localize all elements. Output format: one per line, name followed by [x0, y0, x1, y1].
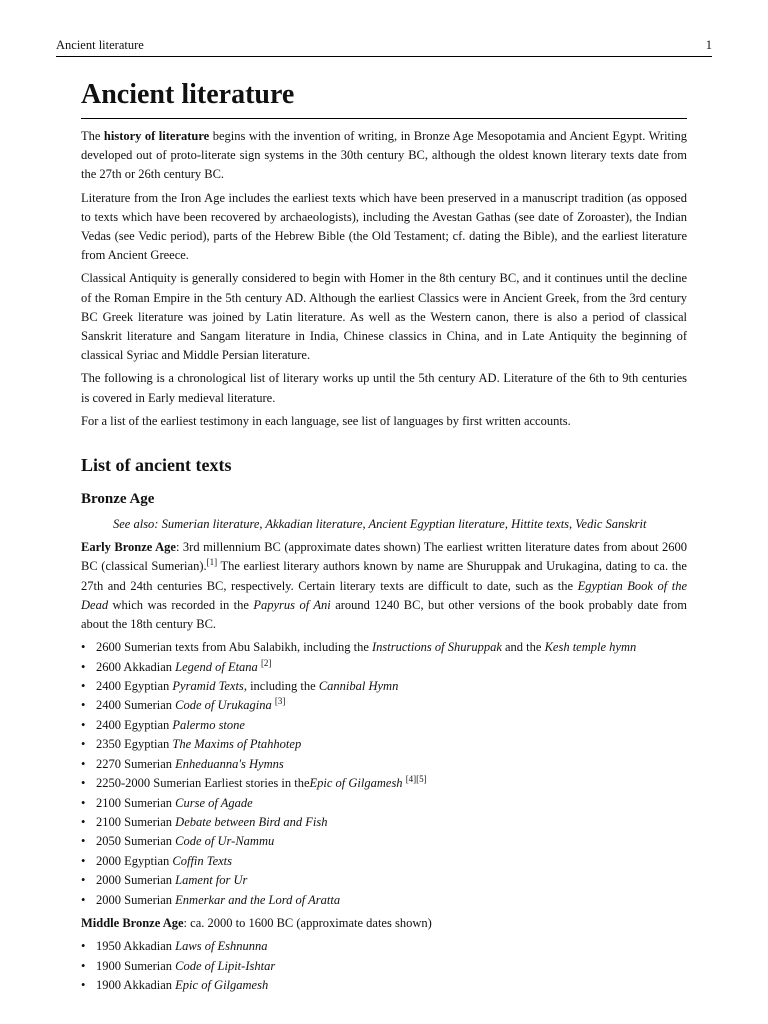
- running-header: [56, 38, 712, 57]
- book-of-dead-title: Egyptian Book of the Dead: [81, 578, 687, 612]
- item-text: 1900 Akkadian: [96, 977, 176, 992]
- work-title: Laws of Eshnunna: [175, 939, 268, 954]
- see-also-note: See also: Sumerian literature, Akkadian literature, Ancient Egyptian literature, Hittite texts, Vedic Sanskrit: [113, 517, 647, 532]
- early-text-1: : 3rd millennium BC (approximate dates shown) The earliest written literature dates from about 2600 BC (classical Sumerian).: [81, 540, 688, 574]
- running-header-title: Ancient literature: [56, 38, 144, 52]
- item-text: 2000 Egyptian: [96, 853, 173, 868]
- middle-bronze-age-label: Middle Bronze Age: [81, 915, 184, 930]
- page-title: Ancient literature: [81, 78, 687, 119]
- work-title: Epic of Gilgamesh: [309, 776, 403, 791]
- reference-1: [1]: [206, 557, 218, 568]
- bullet-icon: •: [81, 834, 86, 849]
- list-item: [81, 677, 687, 696]
- bullet-icon: •: [81, 977, 86, 992]
- list-item: [81, 976, 687, 995]
- bullet-icon: •: [81, 717, 86, 732]
- item-text: 2400 Egyptian: [96, 717, 173, 732]
- list-item: [81, 638, 687, 657]
- item-connector: , including the: [243, 679, 319, 694]
- item-text: 2400 Egyptian: [96, 679, 173, 694]
- bullet-icon: •: [81, 873, 86, 888]
- intro-section: [81, 127, 687, 431]
- bullet-icon: •: [81, 795, 86, 810]
- reference-marker: [4][5]: [405, 774, 427, 785]
- item-text: 2050 Sumerian: [96, 834, 176, 849]
- list-item: [81, 871, 687, 890]
- bullet-icon: •: [81, 892, 86, 907]
- work-title: Enheduanna's Hymns: [175, 756, 284, 771]
- list-item: [81, 658, 687, 677]
- list-item: [81, 794, 687, 813]
- work-title: The Maxims of Ptahhotep: [172, 737, 302, 752]
- list-item: [81, 937, 687, 956]
- item-connector: and the: [501, 640, 545, 655]
- item-text: 2400 Sumerian: [96, 698, 176, 713]
- bullet-icon: •: [81, 737, 86, 752]
- item-text: 2600 Akkadian: [96, 659, 176, 674]
- list-item: [81, 735, 687, 754]
- work-title: Palermo stone: [172, 717, 245, 732]
- work-title-secondary: Kesh temple hymn: [544, 640, 637, 655]
- list-item: [81, 852, 687, 871]
- list-item: [81, 957, 687, 976]
- bullet-icon: •: [81, 659, 86, 674]
- item-text: 2000 Sumerian: [96, 892, 176, 907]
- bullet-icon: •: [81, 776, 86, 791]
- work-title-secondary: Cannibal Hymn: [318, 679, 399, 694]
- work-title: Code of Ur-Nammu: [175, 834, 275, 849]
- bullet-icon: •: [81, 679, 86, 694]
- early-text-3: which was recorded in the: [108, 597, 254, 612]
- item-text: 2100 Sumerian: [96, 795, 176, 810]
- reference-marker: [3]: [274, 696, 286, 707]
- list-item: [81, 696, 687, 715]
- work-title: Pyramid Texts: [172, 679, 244, 694]
- reference-marker: [2]: [260, 657, 272, 668]
- intro-paragraph-5: For a list of the earliest testimony in each language, see list of languages by first written accounts.: [81, 413, 571, 428]
- item-text: 2600 Sumerian texts from Abu Salabikh, including the: [96, 640, 373, 655]
- work-title: Legend of Etana: [175, 659, 258, 674]
- papyrus-of-ani-title: Papyrus of Ani: [253, 597, 331, 612]
- list-item: [81, 813, 687, 832]
- work-title: Lament for Ur: [175, 873, 248, 888]
- bullet-icon: •: [81, 756, 86, 771]
- work-title: Instructions of Shuruppak: [372, 640, 502, 655]
- bullet-icon: •: [81, 853, 86, 868]
- article-body: [81, 78, 687, 995]
- list-item: [81, 891, 687, 910]
- middle-bronze-age-list: [81, 937, 687, 995]
- list-item: [81, 774, 687, 793]
- work-title: Curse of Agade: [175, 795, 253, 810]
- list-item: [81, 716, 687, 735]
- work-title: Debate between Bird and Fish: [175, 814, 328, 829]
- item-text: 1900 Sumerian: [96, 958, 176, 973]
- bullet-icon: •: [81, 958, 86, 973]
- item-text: 1950 Akkadian: [96, 939, 176, 954]
- early-text-2: The earliest literary authors known by name are Shuruppak and Urukagina, dating to ca. the 27th and 24th centuries BC, respectively. Certain literary texts are difficult to date, such as the: [81, 559, 687, 593]
- intro-paragraph-1: [81, 127, 687, 185]
- intro-p1-rest: begins with the invention of writing, in Bronze Age Mesopotamia and Ancient Egypt. Writing developed out of proto-literate sign systems in the 30th century BC, although the oldest known literary texts date from the 27th or 26th century BC.: [81, 129, 687, 182]
- intro-paragraph-2: Literature from the Iron Age includes the earliest texts which have been preserved in a manuscript tradition (as opposed to texts which have been recovered by archaeologists), including the Avestan Gathas (see date of Zoroaster), the Indian Vedas (see Vedic period), parts of the Hebrew Bible (the Old Testament; cf. dating the Bible), and the earliest literature from Ancient Greece.: [81, 190, 687, 263]
- item-text: 2250-2000 Sumerian Earliest stories in the: [96, 776, 310, 791]
- item-text: 2350 Egyptian: [96, 737, 173, 752]
- list-item: [81, 755, 687, 774]
- subsection-heading-bronze-age: Bronze Age: [81, 491, 155, 508]
- work-title: Code of Lipit-Ishtar: [175, 958, 276, 973]
- work-title: Code of Urukagina: [175, 698, 272, 713]
- early-bronze-age-list: [81, 638, 687, 910]
- item-text: 2000 Sumerian: [96, 873, 176, 888]
- work-title: Enmerkar and the Lord of Aratta: [175, 892, 341, 907]
- intro-paragraph-4: The following is a chronological list of literary works up until the 5th century AD. Literature of the 6th to 9th centuries is covered in Early medieval literature.: [81, 371, 687, 405]
- early-text-4: around 1240 BC, but other versions of the book probably date from about the 18th century BC.: [81, 597, 687, 632]
- early-bronze-age-label: Early Bronze Age: [81, 540, 176, 555]
- bullet-icon: •: [81, 698, 86, 713]
- work-title: Coffin Texts: [172, 853, 233, 868]
- history-of-literature-term: history of literature: [103, 129, 210, 143]
- middle-bronze-age-text: : ca. 2000 to 1600 BC (approximate dates shown): [183, 915, 432, 930]
- bullet-icon: •: [81, 939, 86, 954]
- intro-p1-prefix: The: [81, 129, 104, 143]
- middle-bronze-age-paragraph: [81, 914, 687, 933]
- list-item: [81, 832, 687, 851]
- work-title: Epic of Gilgamesh: [175, 977, 269, 992]
- bullet-icon: •: [81, 814, 86, 829]
- section-heading-list: List of ancient texts: [81, 455, 232, 476]
- page-number: 1: [705, 38, 712, 52]
- item-text: 2270 Sumerian: [96, 756, 176, 771]
- early-bronze-age-paragraph: [81, 538, 687, 634]
- intro-paragraph-3: Classical Antiquity is generally considered to begin with Homer in the 8th century BC, and it continues until the decline of the Roman Empire in the 5th century AD. Although the earliest Classics were in Ancient Greek, from the 3rd century BC Greek literature was joined by Latin literature. As well as the Western canon, there is also a period of classical Sanskrit literature and Sangam literature in India, Chinese classics in China, and in Late Antiquity the beginning of classical Syriac and Middle Persian literature.: [81, 271, 687, 363]
- item-text: 2100 Sumerian: [96, 814, 176, 829]
- bullet-icon: •: [81, 640, 86, 655]
